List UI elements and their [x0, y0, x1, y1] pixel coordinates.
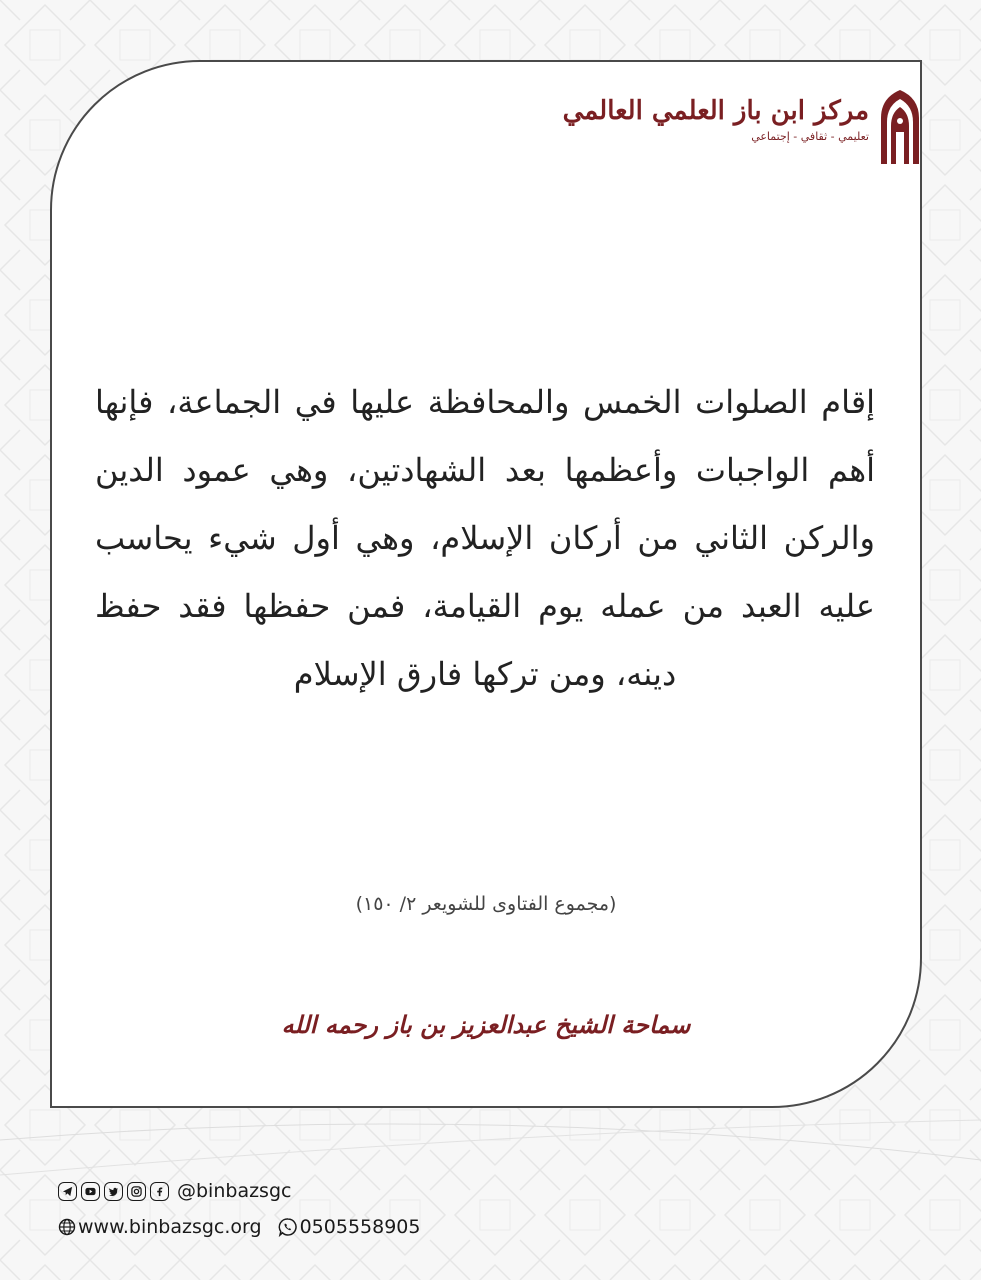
- youtube-icon[interactable]: [81, 1182, 100, 1201]
- facebook-icon[interactable]: [150, 1182, 169, 1201]
- logo-name: مركز ابن باز العلمي العالمي: [562, 96, 869, 126]
- whatsapp-icon: [278, 1217, 298, 1237]
- website-link[interactable]: www.binbazsgc.org: [78, 1216, 262, 1238]
- quote-text: إقام الصلوات الخمس والمحافظة عليها في الجماعة، فإنها أهم الواجبات وأعظمها بعد الشهادتين، وهي عمود الدين والركن الثاني من أركان الإسلام، وهي أول شيء يحاسب عليه العبد من عمله يوم القيامة، فمن حفظها فقد حفظ دينه، ومن تركها فارق الإسلام: [95, 383, 875, 693]
- telegram-icon[interactable]: [58, 1182, 77, 1201]
- social-row: [58, 1178, 420, 1204]
- logo: [563, 88, 921, 166]
- source-citation: (مجموع الفتاوى للشويعر ٢/ ١٥٠): [355, 893, 617, 915]
- logo-tagline: تعليمي - ثقافي - إجتماعي: [751, 130, 869, 143]
- phone-number[interactable]: 0505558905: [299, 1216, 421, 1238]
- twitter-icon[interactable]: [104, 1182, 123, 1201]
- logo-text: [563, 94, 869, 143]
- signature-calligraphy: سماحة الشيخ عبدالعزيز بن باز رحمه الله: [281, 1010, 691, 1039]
- globe-icon: [58, 1218, 76, 1236]
- contact-row: [58, 1214, 420, 1240]
- instagram-icon[interactable]: [127, 1182, 146, 1201]
- social-handle[interactable]: @binbazsgc: [177, 1180, 292, 1202]
- footer: [58, 1178, 420, 1240]
- mosque-arch-icon: [879, 88, 921, 166]
